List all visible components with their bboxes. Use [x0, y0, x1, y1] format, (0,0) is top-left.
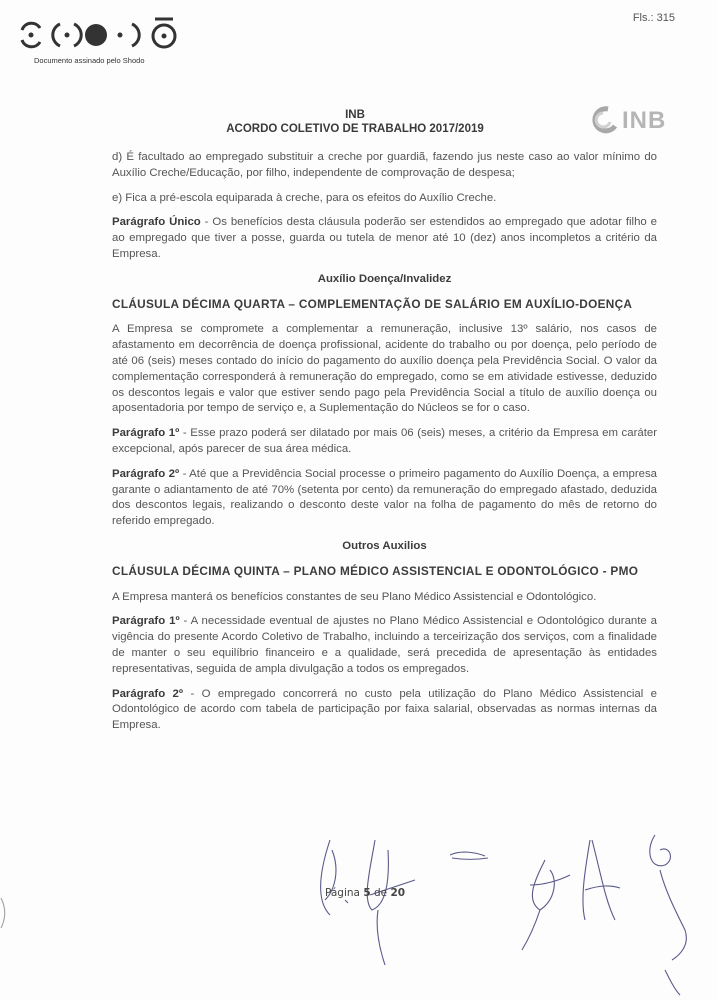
signature-5	[583, 840, 620, 920]
page-number	[325, 887, 405, 899]
clause-14-heading: CLÁUSULA DÉCIMA QUARTA – COMPLEMENTAÇÃO DE SALÁRIO EM AUXÍLIO-DOENÇA	[112, 296, 633, 311]
document-body	[112, 150, 657, 743]
paragraph-text: - A necessidade eventual de ajustes no Plano Médico Assistencial e Odontológico durante a vigência do presente Acordo Coletivo de Trabalho, incluindo a terceirização dos serviços, com a finalidade de manter o seu equilíbrio financeiro e a qualidade, será precedida de apresentação às entidades representativas, seguida de ampla divulgação a todos os empregados.	[112, 615, 658, 675]
paragraph-label: Parágrafo 2º	[112, 467, 180, 480]
clause-15-text: A Empresa manterá os benefícios constantes de seu Plano Médico Assistencial e Odontológico.	[112, 590, 597, 603]
page-separator: de	[370, 887, 391, 899]
paragraph-d: d) É facultado ao empregado substituir a creche por guardiã, fazendo jus neste caso ao valor mínimo do Auxílio Creche/Educação, por filho, independente de comprovação de despesa;	[112, 151, 657, 179]
section-heading-outros-auxilios: Outros Auxilios	[342, 539, 427, 552]
clause-14-paragraph-1	[112, 426, 657, 458]
signatures	[300, 830, 717, 1000]
paragraph-label: Parágrafo Único	[112, 216, 201, 229]
clause-15-heading: CLÁUSULA DÉCIMA QUINTA – PLANO MÉDICO ASSISTENCIAL E ODONTOLÓGICO - PMO	[112, 563, 639, 578]
folio-number: Fls.: 315	[632, 12, 675, 24]
paragraph-text: - Esse prazo poderá ser dilatado por mais 06 (seis) meses, a critério da Empresa em caráter excepcional, após parecer de sua área médica.	[112, 427, 657, 455]
signature-6	[650, 835, 687, 995]
paragraph-label: Parágrafo 2º	[112, 687, 184, 700]
clause-15-paragraph-2	[112, 687, 657, 734]
clause-15-paragraph-1	[112, 614, 657, 677]
signature-4	[522, 860, 570, 950]
paragraph-unico	[112, 215, 657, 262]
inb-logo-icon	[588, 104, 688, 134]
section-heading-auxilio-doenca: Auxílio Doença/Invalidez	[317, 272, 452, 285]
paragraph-text: - O empregado concorrerá no custo pela utilização do Plano Médico Assistencial e Odontológico de acordo com tabela de participação por faixa salarial, observadas as normas internas da Empresa.	[112, 687, 657, 732]
clause-14-text: A Empresa se compromete a complementar a remuneração, inclusive 13º salário, nos casos de afastamento em decorrência de doença profissional, acidente do trabalho ou por doença, pelo período de até 06 (seis) meses contado do início do pagamento do auxílio doença pela Previdência Social. O valor da complementação corresponderá à remuneração do empregado, como se em atividade estivesse, deduzido os descontos legais e valor que estiver sendo pago pela Previdência Social a título de auxílio doença ou aposentadoria por tempo de serviço e, a Suplementação do Núcleos se for o caso.	[112, 323, 657, 415]
clause-14-paragraph-2	[112, 467, 657, 530]
paragraph-label: Parágrafo 1º	[112, 615, 180, 628]
document-title: ACORDO COLETIVO DE TRABALHO 2017/2019	[226, 123, 484, 135]
signature-3	[450, 852, 488, 859]
signature-2	[367, 840, 415, 965]
signature-1	[321, 840, 348, 915]
document-header	[200, 108, 510, 136]
page-label: Página	[325, 887, 364, 899]
inb-logo-text: INB	[622, 107, 667, 134]
page-total: 20	[390, 887, 406, 899]
paragraph-e: e) Fica a pré-escola equiparada à creche, para os efeitos do Auxílio Creche.	[112, 191, 497, 204]
shodo-caption: Documento assinado pelo Shodo	[34, 56, 145, 65]
paragraph-label: Parágrafo 1º	[112, 427, 180, 440]
paragraph-text: - Os benefícios desta cláusula poderão ser estendidos ao empregado que adotar filho e ao empregado que tiver a posse, guarda ou tutela de menor até 10 (dez) anos incompletos a critério da Empresa.	[112, 216, 657, 260]
scan-edge-mark	[0, 898, 8, 928]
page-current: 5	[363, 887, 371, 899]
shodo-stamp	[14, 14, 184, 65]
paragraph-text: - Até que a Previdência Social processe o primeiro pagamento do Auxílio Doença, a empresa garante o adiantamento de até 70% (setenta por cento) da remuneração do empregado afastado, deduzida dos descontos legais, realizando o desconto deste valor na folha de pagamento do mês de retorno do referido empregado.	[112, 467, 657, 528]
organization-name: INB	[345, 109, 365, 121]
shodo-logo-icon	[14, 14, 184, 54]
